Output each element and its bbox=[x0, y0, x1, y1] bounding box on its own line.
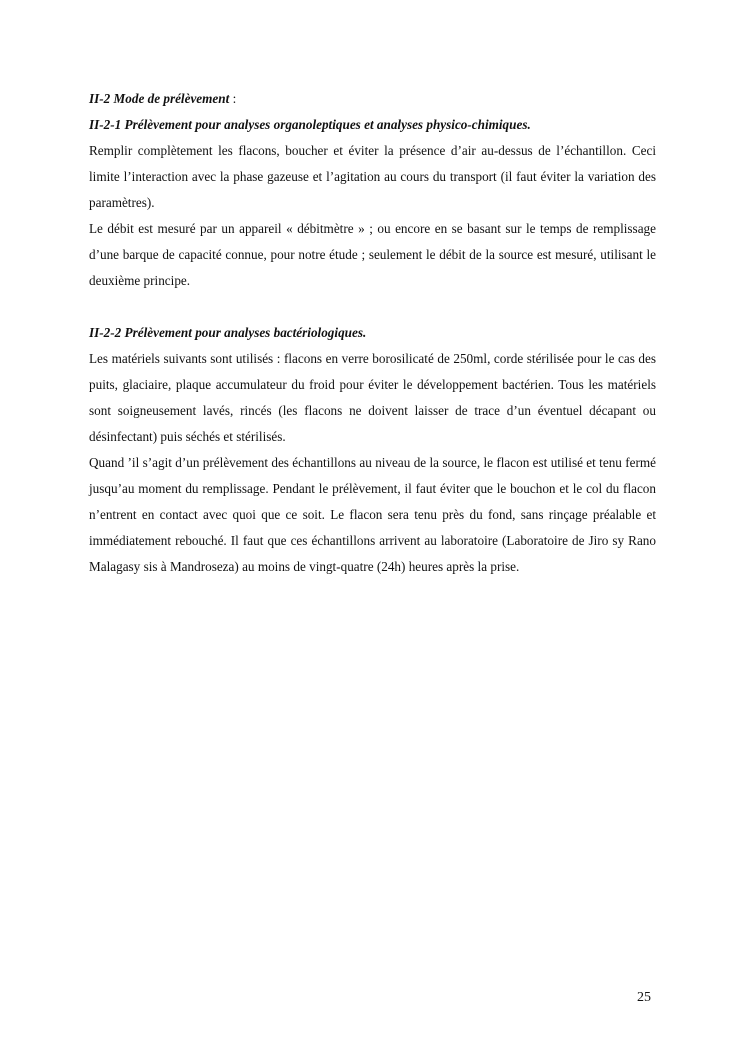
paragraph-spacer bbox=[89, 294, 656, 320]
page-number: 25 bbox=[637, 990, 651, 1005]
section-heading bbox=[89, 86, 656, 112]
subsection-1-heading: II-2-1 Prélèvement pour analyses organoleptiques et analyses physico-chimiques. bbox=[89, 117, 531, 132]
subsection-1-paragraph-2: Le débit est mesuré par un appareil « débitmètre » ; ou encore en se basant sur le temps de remplissage d’une barque de capacité connue, pour notre étude ; seulement le débit de la source est mesuré, utilisant le deuxième principe. bbox=[89, 221, 656, 288]
section-heading-label: II-2 Mode de prélèvement bbox=[89, 91, 230, 106]
subsection-2-heading: II-2-2 Prélèvement pour analyses bactériologiques. bbox=[89, 325, 367, 340]
document-body bbox=[89, 86, 656, 580]
subsection-2-paragraph-2: Quand ’il s’agit d’un prélèvement des échantillons au niveau de la source, le flacon est utilisé et tenu fermé jusqu’au moment du remplissage. Pendant le prélèvement, il faut éviter que le bouchon et le col du flacon n’entrent en contact avec quoi que ce soit. Le flacon sera tenu près du fond, sans rinçage préalable et immédiatement rebouché. Il faut que ces échantillons arrivent au laboratoire (Laboratoire de Jiro sy Rano Malagasy sis à Mandroseza) au moins de vingt-quatre (24h) heures après la prise. bbox=[89, 455, 656, 574]
section-heading-suffix: : bbox=[229, 91, 237, 106]
subsection-2-paragraph-1: Les matériels suivants sont utilisés : flacons en verre borosilicaté de 250ml, corde stérilisée pour le cas des puits, glaciaire, plaque accumulateur du froid pour éviter le développement bactérien. Tous les matériels sont soigneusement lavés, rincés (les flacons ne doivent laisser de trace d’un éventuel décapant ou désinfectant) puis séchés et stérilisés. bbox=[89, 351, 656, 444]
subsection-1-paragraph-1: Remplir complètement les flacons, boucher et éviter la présence d’air au-dessus de l’échantillon. Ceci limite l’interaction avec la phase gazeuse et l’agitation au cours du transport (il faut éviter la variation des paramètres). bbox=[89, 143, 656, 210]
